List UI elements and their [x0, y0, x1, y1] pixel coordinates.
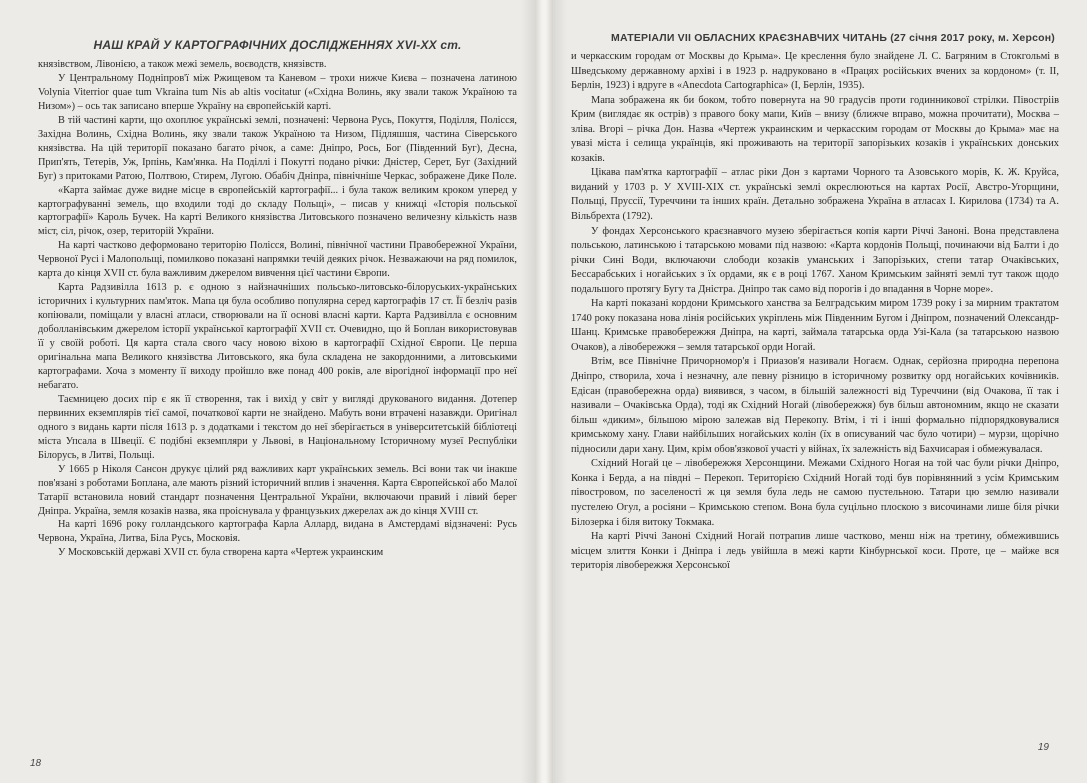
paragraph: Втім, все Північне Причорномор'я і Приазов'я називали Ногаєм. Однак, серйозна природна перепона Дніпро, створила, хоча і незначну, але певну різницю в історичному розвитку орд ногайських кочівників. Едісан (правобережна орда) виявився, з часом, в більшій залежності від Туреччини (від Очакова, її так і називали – Очаківська Орда), тоді як Східний Ногай (лівобережжя) був більш автономним, якщо не сказати більш «диким», більшою мірою залежав від Перекопу. Втім, і ті і інші формально підпорядковувалися кримському хану. Глави найбільших ногайських колін (їх в описуваний час було чотири) – мурзи, щорічно підносили дари хану. Цим, крім обов'язкової участі у війнах, їх залежність від Бахчисарая і обмежувалася.	[571, 356, 1059, 455]
paragraph: На карті Річчі Заноні Східний Ногай потрапив лише частково, менш ніж на третину, обмежившись місцем злиття Конки і Дніпра і ледь увійшла в межі карти Кінбурнської коси. Проте, це – майже вся територія лівобережжя Херсонської	[571, 531, 1059, 572]
paragraph: У фондах Херсонського краєзнавчого музею зберігається копія карти Річчі Заноні. Вона представлена польською, латинською і татарською мовами під назвою: «Карта кордонів Польщі, починаючи від Балти і до річки Сині Води, включаючи слободи козаків уманських і Запорізьких, степи татар Очаківських, Бессарабських і ногайських з їх ордами, як є в році 1767. Ханом Кримським зайняті землі тут також щодо подальшого протягу Бугу та Дністра. Дніпро так само від порогів і до впадання в Чорне море».	[571, 225, 1059, 295]
paragraph: В тій частині карти, що охоплює українські землі, позначені: Червона Русь, Покуття, Поділля, Полісся, Західна Волинь, Східна Волинь, яку звали також Україною та Низом, Підляшшя, частина Сіверського князівства. На цій території показано багато річок, а саме: Дніпро, Рось, Бог (Південний Буг), Десна, Прип'ять, Тетерів, Уж, Ірпінь, Кам'янка. На Поділлі і Покутті подано річки: Дністер, Серет, Буг (Західний Буг) з притоками Ратою, Полтвою, Стирем, Лугою. Обабіч Дніпра, північніше Черкас, зображене Дике Поле.	[38, 114, 517, 182]
paragraph: На карті 1696 року голландського картографа Карла Аллард, видана в Амстердамі відзначені: Русь Червона, Україна, Литва, Біла Русь, Московія.	[38, 519, 517, 545]
right-page-number: 19	[1037, 742, 1049, 753]
paragraph: князівством, Лівонією, а також межі земель, воєводств, князівств.	[38, 59, 327, 70]
book-gutter	[535, 0, 553, 783]
right-page-text	[571, 50, 1059, 574]
left-page-text	[38, 58, 517, 560]
left-running-head: НАШ КРАЙ У КАРТОГРАФІЧНИХ ДОСЛІДЖЕННЯХ XVI-XX ст.	[93, 38, 462, 52]
paragraph: «Карта займає дуже видне місце в європейській картографії... і була також великим кроком уперед у картографуванні земель, що входили тоді до складу Польщі», – писав у книжці «Історія польської картографії» Кароль Бучек. На карті Великого князівства Литовського позначено величезну кількість назв міст, сіл, річок, озер, територій України.	[38, 184, 517, 238]
left-page	[0, 0, 535, 783]
left-page-number: 18	[30, 758, 42, 769]
paragraph: и черкасским городам от Москвы до Крыма». Це креслення було знайдене Л. С. Багряним в Стокгольмі в Шведському державному архіві і в 1923 р. надруковано в «Працях російських вчених за кордоном» (т. ІІ, Берлін, 1923) і вдруге в «Anecdota Cartographica» (І, Берлін, 1935).	[571, 51, 1059, 92]
paragraph: У Московській державі XVII ст. була створена карта «Чертеж украинским	[58, 547, 384, 559]
paragraph: Східний Ногай це – лівобережжя Херсонщини. Межами Східного Ногая на той час були річки Дніпро, Конка і Берда, а на півдні – Перекоп. Територією Східний Ногай тоді був порівнянний з усім Кримським півостровом, по заселеності ж ця земля була ледь не самою пустельною. Татари цю землю називали пустелею Огул, а росіяни – Кримською степом. Вона була суцільно плоскою з височинами лише біля річки Білозерка і біля витоку Токмака.	[571, 458, 1059, 528]
right-running-head: МАТЕРІАЛИ VII ОБЛАСНИХ КРАЄЗНАВЧИХ ЧИТАНЬ (27 січня 2017 року, м. Херсон)	[611, 32, 1055, 44]
paragraph: У 1665 р Ніколя Сансон друкує цілий ряд важливих карт українських земель. Всі вони так чи інакше пов'язані з роботами Боплана, але мають різний історичний вплив і значення. Карта Європейської або Малої Татарії встановила новий стандарт позначення Центральної України, включаючи правий і лівий берег Дніпра. Україна, земля козаків назва, яка проіснувала у французьких джерелах аж до кінця XVIII ст.	[38, 463, 517, 517]
paragraph: Цікава пам'ятка картографії – атлас ріки Дон з картами Чорного та Азовського морів, К. Ж. Круйса, виданий у 1703 р. У XVIII-XIX ст. українські землі окреслюються на картах Росії, Австро-Угорщини, Польщі, Пруссії, Туреччини та інших країн. Детально зображена Україна в атласах І. Кирилова (1734) та А. Вільбрехта (1792).	[571, 167, 1059, 223]
paragraph: На карті частково деформовано територію Полісся, Волині, північної частини Правобережної України, Червоної Русі і Малопольщі, помилково показані напрямки течій деяких річок. Незважаючи на ряд помилок, карта до кінця XVII ст. була важливим джерелом вивчення цієї частини Європи.	[38, 240, 517, 280]
paragraph: Мапа зображена як би боком, тобто повернута на 90 градусів проти годинникової стрілки. Півостріів Крим (виглядає як острів) з правого боку мапи, Київ – внизу (ближче вправо, можна прочитати), Москва – зліва. Вгорі – річка Дон. Назва «Чертеж украинским и черкасским городам от Москвы до Крыма» має на увазі міста і селища українців, які проживають на території запорізьких козаків і українських донських козаків.	[571, 94, 1059, 164]
paragraph: У Центральному Подніпров'ї між Ржищевом та Каневом – трохи нижче Києва – позначена латиною Volynia Viterrior quae tum Vkraina tum Nis ab altis vocitatur («Східна Волинь, яку звали також Україною та Низом») – ось так записано вперше Україну на європейській карті.	[38, 72, 517, 112]
paragraph: Таємницею досих пір є як її створення, так і вихід у світ у вигляді друкованого видання. Дотепер первинних екземплярів тієї самої, початкової карти не знайдено. Мабуть вони втрачені назавжди. Оригінал одного з видань карти після 1613 р. з додатками і текстом до неї зберігається в університетській бібліотеці міста Упсала в Швеції. Є подібні екземпляри у Львові, в Національному Історичному музеї Республіки Білорусь, в Литві, Польщі.	[38, 393, 517, 461]
right-page	[553, 0, 1087, 783]
paragraph: Карта Радзивілла 1613 р. є одною з найзначніших польсько-литовсько-білоруських-українських історичних і культурних пам'яток. Мапа ця була особливо популярна серед картографів 17 ст. Її безліч разів копіювали, поміщали у власні атласи, створювали на її основі власні карти. Карта Радзивілла є основним доболланівським джерелом історії української картографії XVII ст. Очевидно, що й Боплан використовував її у своїй роботі. Ця карта стала свого часу новою віхою в картографії Східної Європи. Це перша оригінальна мапа Великого князівства Литовського, яка була складена не закордонними, а литовськими картографами. Хоча з моменту її виходу пройшло вже понад 400 років, але вірогідної інформації про неї небагато.	[38, 282, 517, 391]
page-shadow	[521, 0, 535, 783]
page-shadow	[553, 0, 567, 783]
paragraph: На карті показані кордони Кримського ханства за Белградським миром 1739 року і за мирним трактатом 1740 року показана нова лінія російських укріплень між Південним Бугом і Дніпром, позначений Олександр-Шанц. Кримське правобережжя Дніпра, на карті, займала татарська орда Узі-Кала (за татарською назвою Очаков), а лівобережжя – земля татарської орди Ногай.	[571, 298, 1059, 353]
